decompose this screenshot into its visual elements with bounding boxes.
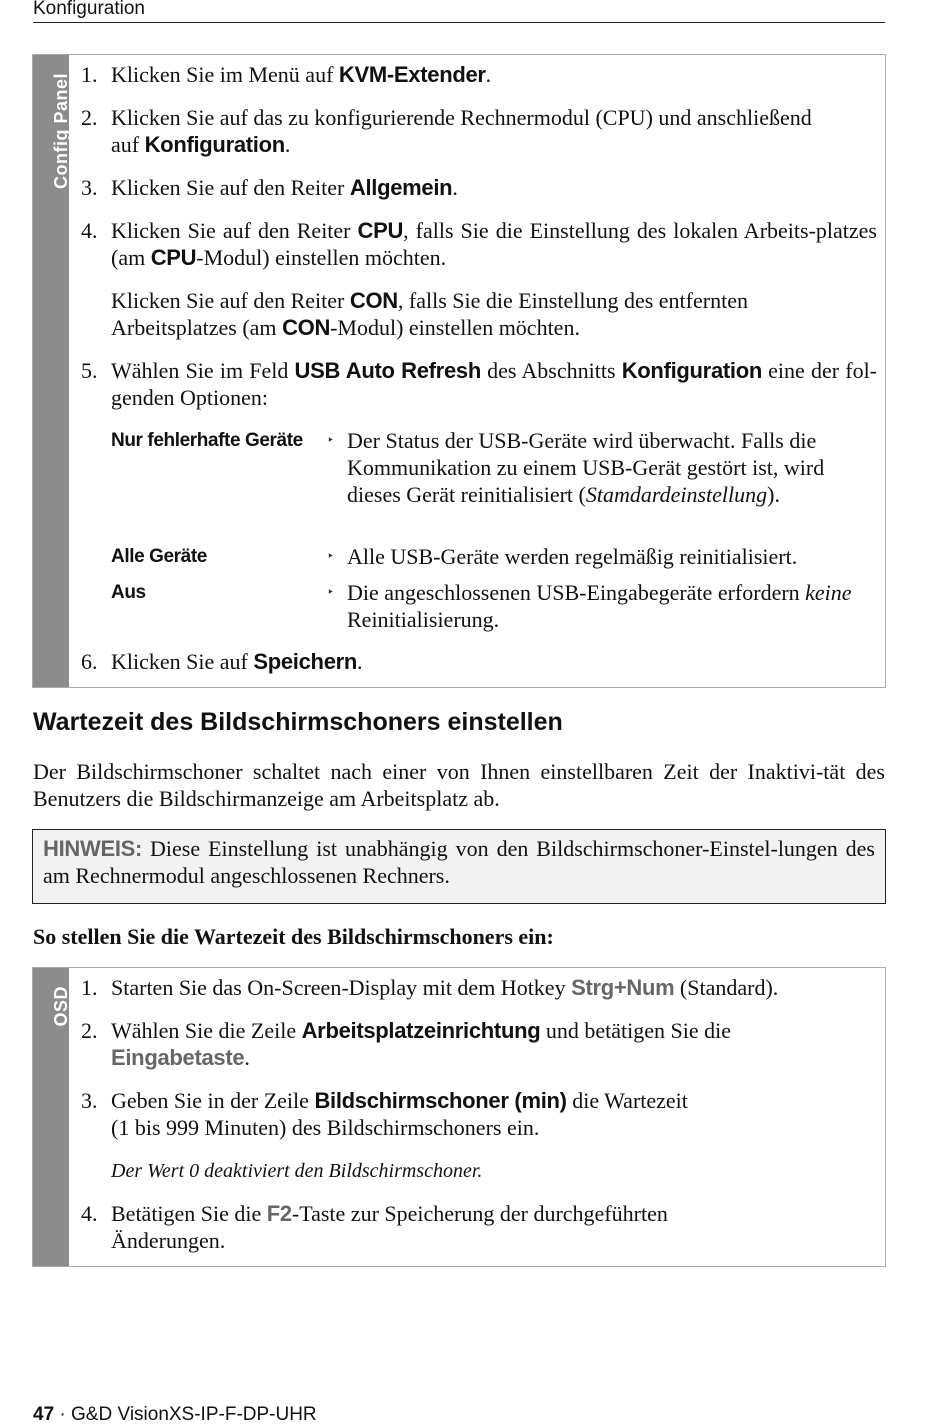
menu-term: KVM-Extender — [338, 62, 486, 87]
step-text-end: . — [485, 62, 492, 87]
option-label: Aus — [111, 582, 146, 603]
step-number: 5. — [81, 358, 98, 383]
menu-term: Speichern — [253, 649, 358, 674]
footer-separator: · — [54, 1404, 72, 1425]
option-description: Alle USB-Geräte werden regelmäßig reinitialisiert. — [347, 544, 798, 569]
field-name: USB Auto Refresh — [294, 358, 481, 383]
step-number: 4. — [81, 218, 98, 243]
osd-box — [32, 967, 886, 1267]
note-box — [32, 829, 886, 904]
footer-product: G&D VisionXS-IP-F-DP-UHR — [71, 1404, 317, 1425]
menu-term: Konfiguration — [621, 358, 762, 383]
step-text-end: . — [452, 175, 458, 200]
step-text: Klicken Sie auf das zu konfigurierende Rechnermodul (CPU) und anschließend auf — [111, 105, 812, 157]
step-text: Starten Sie das On-Screen-Display mit dem Hotkey — [111, 975, 572, 1000]
menu-term: Bildschirmschoner (min) — [314, 1088, 567, 1113]
section-intro: Der Bildschirmschoner schaltet nach einer von Ihnen einstellbaren Zeit der Inaktivi-tät des Benutzers die Bildschirmanzeige am Arbeitsplatz ab. — [33, 759, 885, 811]
note-label: HINWEIS: — [43, 836, 143, 861]
step-text-end: . — [357, 649, 363, 674]
step-text-end: -Modul) einstellen möchten. — [330, 315, 580, 340]
option-row — [81, 427, 877, 537]
step-number: 1. — [81, 62, 98, 87]
option-label: Alle Geräte — [111, 546, 207, 567]
step-text-mid: des Abschnitts — [480, 358, 622, 383]
menu-term: Konfiguration — [144, 132, 285, 157]
osd-tab — [33, 968, 69, 1266]
key-name: Eingabetaste — [111, 1045, 245, 1070]
option-description: Die angeschlossenen USB-Eingabegeräte erfordern — [347, 580, 806, 605]
option-description-end: ). — [767, 482, 780, 507]
menu-term: CON — [282, 315, 331, 340]
page-footer — [33, 1404, 317, 1426]
step-text: Geben Sie in der Zeile — [111, 1088, 315, 1113]
step-number: 2. — [81, 105, 98, 130]
menu-term: CPU — [150, 245, 197, 270]
menu-term: CON — [349, 288, 398, 313]
option-description-end: Reinitialisierung. — [347, 607, 500, 632]
step-text-end: -Modul) einstellen möchten. — [196, 245, 447, 270]
bullet-arrow-icon: ‣ — [327, 549, 335, 563]
option-description-em: Stamdardeinstellung — [585, 482, 768, 507]
step-text: Klicken Sie auf den Reiter — [111, 175, 350, 200]
step-text-mid: und betätigen Sie die — [540, 1018, 732, 1043]
step-text: Betätigen Sie die — [111, 1201, 267, 1226]
config-panel-box — [32, 54, 886, 688]
osd-tab-label: OSD — [51, 986, 71, 1027]
step-text-end: (Standard). — [674, 975, 779, 1000]
step-text-end: -Taste zur Speicherung der durchgeführten Änderungen. — [111, 1201, 668, 1253]
step-text-end: . — [244, 1045, 250, 1070]
step-number: 6. — [81, 649, 98, 674]
step-number: 3. — [81, 175, 98, 200]
header-title: Konfiguration — [33, 0, 145, 19]
menu-term: CPU — [357, 218, 404, 243]
option-description: Der Status der USB-Geräte wird überwacht. Falls die Kommunikation zu einem USB-Gerät gestört ist, wird dieses Gerät reinitialisiert ( — [347, 428, 825, 507]
step-text: Wählen Sie im Feld — [111, 358, 295, 383]
page-header — [33, 0, 885, 23]
step-text-mid: , falls Sie die Einstellung des entfernten Arbeitsplatzes (am — [111, 288, 748, 340]
step-number: 2. — [81, 1018, 98, 1043]
option-description-em: keine — [805, 580, 852, 605]
step-text-end: eine der fol-genden Optionen: — [111, 358, 878, 410]
step-note: Der Wert 0 deaktiviert den Bildschirmschoner. — [111, 1160, 483, 1182]
step-text: (1 bis 999 Minuten) des Bildschirmschoners ein. — [111, 1115, 540, 1140]
option-label: Nur fehlerhafte Geräte — [111, 430, 303, 451]
hotkey: Strg+Num — [571, 975, 675, 1000]
note-text: Diese Einstellung ist unabhängig von den Bildschirmschoner-Einstel-lungen des am Rechnermodul angeschlossenen Rechners. — [43, 836, 875, 888]
step-text-mid: die Wartezeit — [566, 1088, 688, 1113]
bullet-arrow-icon: ‣ — [327, 433, 335, 447]
section-heading: Wartezeit des Bildschirmschoners einstellen — [33, 708, 563, 736]
config-panel-tab-label: Config Panel — [51, 73, 71, 190]
step-text: Klicken Sie auf den Reiter — [111, 288, 350, 313]
menu-term: Allgemein — [349, 175, 453, 200]
step-text: Klicken Sie im Menü auf — [111, 62, 339, 87]
step-text-end: . — [284, 132, 291, 157]
step-text: Wählen Sie die Zeile — [111, 1018, 302, 1043]
step-text: Klicken Sie auf — [111, 649, 254, 674]
note-content — [43, 835, 875, 889]
step-number: 4. — [81, 1201, 98, 1226]
bullet-arrow-icon: ‣ — [327, 585, 335, 599]
page-number: 47 — [33, 1404, 55, 1425]
config-panel-tab — [33, 55, 69, 687]
step-text: Klicken Sie auf den Reiter — [111, 218, 358, 243]
key-name: F2 — [266, 1201, 292, 1226]
procedure-subheading: So stellen Sie die Wartezeit des Bildschirmschoners ein: — [33, 924, 554, 949]
step-number: 1. — [81, 975, 98, 1000]
menu-term: Arbeitsplatzeinrichtung — [301, 1018, 541, 1043]
step-text-mid: , falls Sie die Einstellung des lokalen Arbeits-platzes (am — [111, 218, 877, 270]
step-number: 3. — [81, 1088, 98, 1113]
